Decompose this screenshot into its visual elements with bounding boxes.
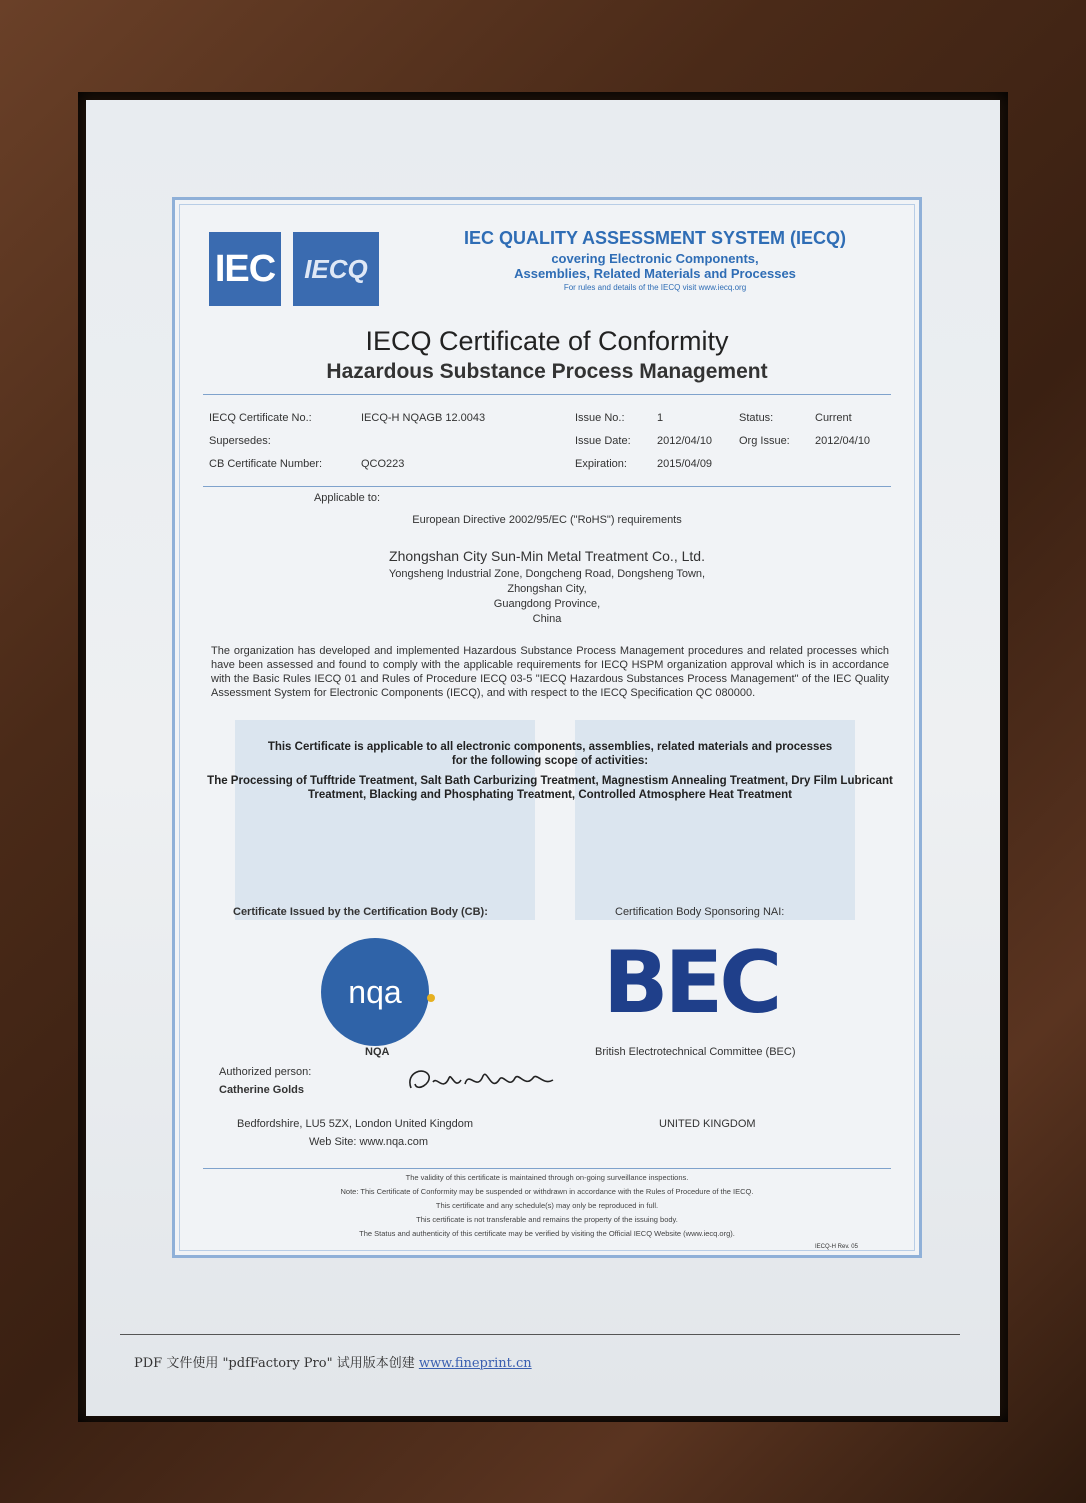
expiration-value: 2015/04/09 bbox=[657, 458, 713, 470]
issue-date-value: 2012/04/10 bbox=[657, 435, 713, 447]
footer-line-1: The validity of this certificate is maintained through on-going surveillance inspections. bbox=[405, 1173, 689, 1182]
divider-top bbox=[203, 394, 891, 395]
status-value: Current bbox=[815, 412, 852, 424]
iecq-logo: IECQ bbox=[293, 232, 379, 306]
footer-line-5: The Status and authenticity of this certificate may be verified by visiting the Official IECQ Website (www.iecq.org). bbox=[359, 1229, 735, 1238]
company-address-4: China bbox=[532, 613, 562, 625]
authorized-person-name: Catherine Golds bbox=[219, 1084, 304, 1096]
nai-name: British Electrotechnical Committee (BEC) bbox=[595, 1046, 796, 1058]
divider-info bbox=[203, 486, 891, 487]
signature bbox=[403, 1062, 563, 1102]
company-name: Zhongshan City Sun-Min Metal Treatment Co., Ltd. bbox=[389, 548, 705, 564]
cert-no-value: IECQ-H NQAGB 12.0043 bbox=[361, 412, 486, 424]
cb-number-label: CB Certificate Number: bbox=[209, 458, 323, 470]
rules-note: For rules and details of the IECQ visit www.iecq.org bbox=[563, 283, 747, 292]
pdf-note-divider bbox=[120, 1334, 960, 1335]
company-address-3: Guangdong Province, bbox=[493, 598, 601, 610]
authorized-person-label: Authorized person: bbox=[219, 1066, 312, 1078]
pdf-note-text: PDF 文件使用 "pdfFactory Pro" 试用版本创建 bbox=[134, 1356, 415, 1371]
nai-country: UNITED KINGDOM bbox=[659, 1118, 756, 1130]
conformity-statement: The organization has developed and implemented Hazardous Substance Process Management procedures and related processes which have been assessed and found to comply with the applicable requirements for IECQ HSPM organization approval which is in accordance with the Basic Rules IECQ 01 and Rules of Procedure IECQ 03-5 "IECQ Hazardous Substances Process Management" of the IEC Quality Assessment System for Electronic Components (IECQ), and with respect to the IECQ Specification QC 080000. bbox=[211, 645, 889, 699]
certificate bbox=[172, 197, 922, 1258]
system-title: IEC QUALITY ASSESSMENT SYSTEM (IECQ) bbox=[463, 228, 847, 248]
nqa-logo-text: nqa bbox=[348, 973, 402, 1010]
org-issue-value: 2012/04/10 bbox=[815, 435, 871, 447]
divider-footer bbox=[203, 1168, 891, 1169]
covering-line-1: covering Electronic Components, bbox=[551, 251, 759, 266]
company-address-2: Zhongshan City, bbox=[507, 583, 587, 595]
form-reference: IECQ-H Rev. 05 bbox=[815, 1244, 858, 1250]
status-label: Status: bbox=[739, 412, 774, 424]
paper-sheet bbox=[86, 100, 1000, 1416]
cb-address: Bedfordshire, LU5 5ZX, London United Kingdom bbox=[237, 1118, 474, 1130]
bec-logo: BEC bbox=[603, 933, 779, 1033]
nqa-logo-dot bbox=[427, 994, 435, 1002]
pdf-creator-note bbox=[134, 1352, 532, 1371]
fineprint-link[interactable]: www.fineprint.cn bbox=[418, 1356, 532, 1371]
cb-label: Certificate Issued by the Certification Body (CB): bbox=[233, 906, 488, 918]
applicable-directive: European Directive 2002/95/EC ("RoHS") requirements bbox=[412, 514, 682, 526]
cb-number-value: QCO223 bbox=[361, 458, 405, 470]
issue-date-label: Issue Date: bbox=[575, 435, 631, 447]
applicable-label: Applicable to: bbox=[313, 492, 381, 504]
nai-label: Certification Body Sponsoring NAI: bbox=[615, 906, 785, 918]
system-header bbox=[415, 228, 895, 292]
certificate-subtitle: Hazardous Substance Process Management bbox=[326, 360, 768, 383]
footer-line-3: This certificate and any schedule(s) may only be reproduced in full. bbox=[435, 1201, 659, 1210]
company-address-1: Yongsheng Industrial Zone, Dongcheng Road, Dongsheng Town, bbox=[388, 568, 706, 580]
issue-no-label: Issue No.: bbox=[575, 412, 625, 424]
supersedes-label: Supersedes: bbox=[209, 435, 271, 447]
expiration-label: Expiration: bbox=[575, 458, 627, 470]
cb-website: Web Site: www.nqa.com bbox=[309, 1136, 429, 1148]
footer-line-2: Note: This Certificate of Conformity may be suspended or withdrawn in accordance with the Rules of Procedure of the IECQ. bbox=[340, 1187, 754, 1196]
issue-no-value: 1 bbox=[657, 412, 664, 424]
org-issue-label: Org Issue: bbox=[739, 435, 790, 447]
nqa-logo bbox=[321, 938, 429, 1046]
cert-no-label: IECQ Certificate No.: bbox=[209, 412, 312, 424]
scope-activities: The Processing of Tufftride Treatment, Salt Bath Carburizing Treatment, Magnestism Annealing Treatment, Dry Film Lubricant Treatment, Blacking and Phosphating Treatment, Controlled Atmosphere Heat Treatment bbox=[207, 775, 893, 801]
certificate-title: IECQ Certificate of Conformity bbox=[365, 326, 729, 356]
iec-logo: IEC bbox=[209, 232, 281, 306]
scope-intro: This Certificate is applicable to all electronic components, assemblies, related materials and processes for the following scope of activities: bbox=[267, 741, 833, 767]
cb-name: NQA bbox=[365, 1046, 390, 1058]
covering-line-2: Assemblies, Related Materials and Processes bbox=[514, 266, 796, 281]
footer-line-4: This certificate is not transferable and remains the property of the issuing body. bbox=[416, 1215, 678, 1224]
